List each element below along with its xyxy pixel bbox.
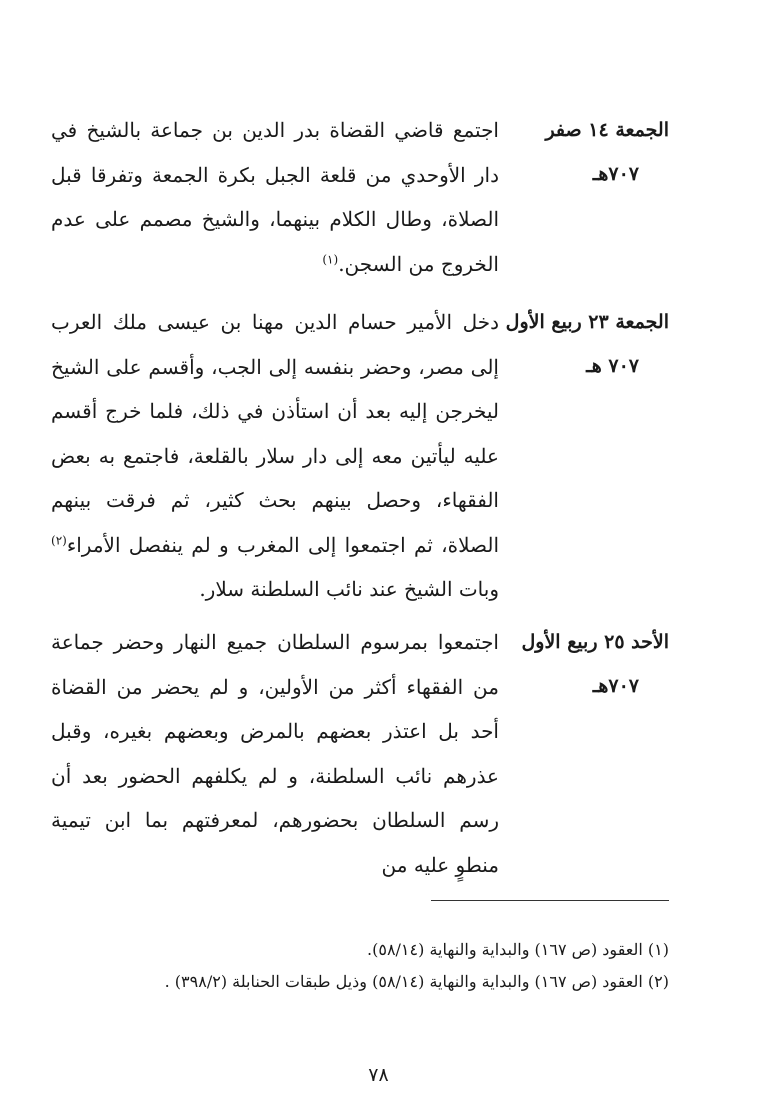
entry-text [51, 300, 499, 612]
entry-date [509, 108, 669, 196]
date-year: ٧٠٧ هـ [586, 355, 639, 377]
date-day: الأحد ٢٥ ربيع الأول [521, 631, 669, 653]
entry-text [51, 620, 499, 887]
footnote-2: (٢) العقود (ص ١٦٧) والبداية والنهاية (٥٨/١٤) وذيل طبقات الحنابلة (٣٩٨/٢) . [164, 972, 669, 991]
date-year: ٧٠٧هـ [592, 675, 639, 697]
footnote-divider [431, 900, 669, 901]
date-year: ٧٠٧هـ [592, 163, 639, 185]
entry-body: اجتمع قاضي القضاة بدر الدين بن جماعة بالشيخ في دار الأوحدي من قلعة الجبل بكرة الجمعة وتفرقا قبل الصلاة، وطال الكلام بينهما، والشيخ مصمم على عدم الخروج من السجن. [51, 118, 499, 276]
footnotes [69, 934, 669, 998]
date-day: الجمعة ١٤ صفر [545, 119, 669, 141]
entry-date [509, 620, 669, 708]
date-day: الجمعة ٢٣ ربيع الأول [505, 311, 669, 333]
footnote-ref: (١) [322, 251, 339, 266]
page-number: ٧٨ [368, 1064, 389, 1086]
entry-body: دخل الأمير حسام الدين مهنا بن عيسى ملك العرب إلى مصر، وحضر بنفسه إلى الجب، وأقسم على الشيخ ليخرجن إليه بعد أن استأذن في ذلك، فلما خرج أقسم عليه ليأتين معه إلى دار سلار بالقلعة، فاجتمع به بعض الفقهاء، وحصل بينهم بحث كثير، ثم فرقت بينهم الصلاة، ثم اجتمعوا إلى المغرب و لم ينفصل الأمراء [51, 310, 499, 557]
entry-body: اجتمعوا بمرسوم السلطان جميع النهار وحضر جماعة من الفقهاء أكثر من الأولين، و لم يحضر من القضاة أحد بل اعتذر بعضهم بالمرض وبعضهم بغيره، وقبل عذرهم نائب السلطنة، و لم يكلفهم الحضور بعد أن رسم السلطان بحضورهم، لمعرفتهم بما ابن تيمية منطوٍ عليه من [51, 630, 499, 877]
entry-body-continued: وبات الشيخ عند نائب السلطنة سلار. [199, 577, 499, 601]
entry-date [505, 300, 669, 388]
footnote-1: (١) العقود (ص ١٦٧) والبداية والنهاية (٥٨/١٤). [367, 940, 669, 959]
entry-text [51, 108, 499, 286]
footnote-ref: (٢) [51, 532, 67, 547]
